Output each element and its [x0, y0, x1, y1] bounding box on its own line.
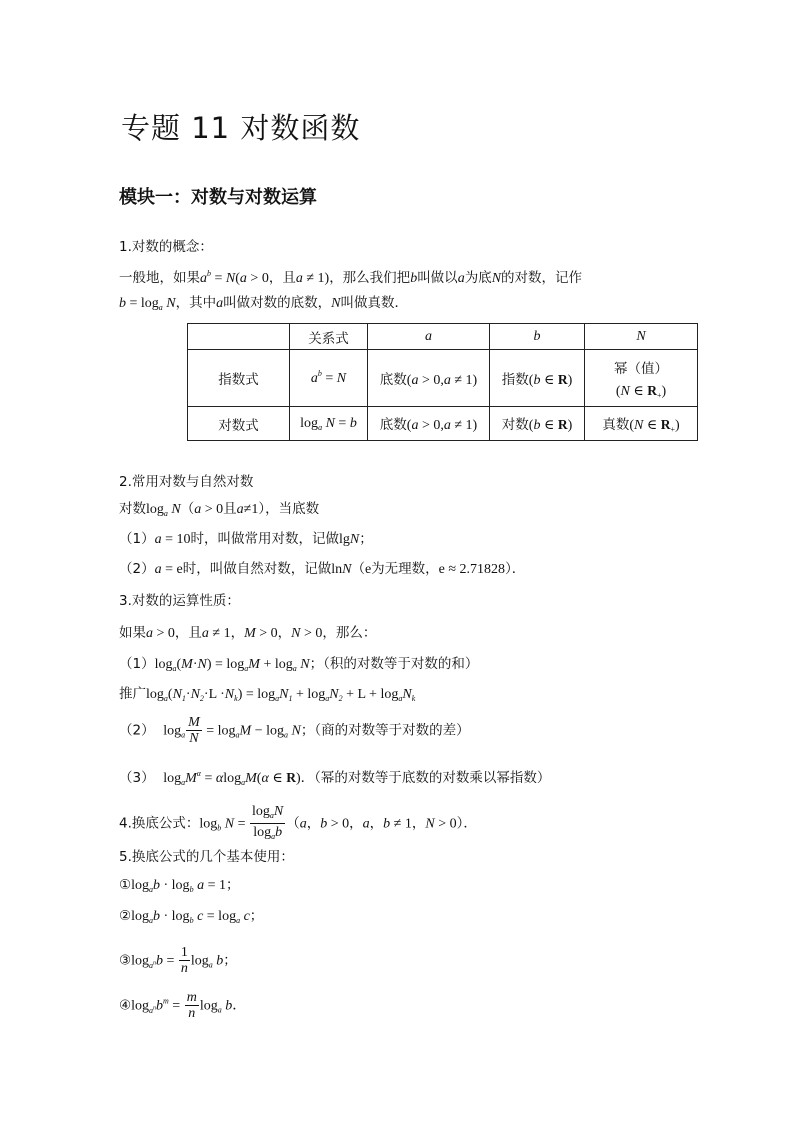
- section-3-condition: 如果a > 0，且a ≠ 1，M > 0，N > 0，那么：: [119, 625, 377, 641]
- log-exp-table: [187, 323, 698, 441]
- table-row2-b: 对数(b ∈ R): [490, 407, 585, 441]
- table-row1-N: 幂（值） (N ∈ $R_+$): [585, 350, 698, 407]
- section-1-paragraph-2: $b = \log_a N$，其中a叫做对数的底数，N叫做真数．: [119, 295, 408, 312]
- table-header-empty: [188, 324, 290, 350]
- table-row2-N: 真数(N ∈ $R_+$): [585, 407, 698, 441]
- table-row1-formula: $a^b = N$: [290, 350, 368, 407]
- table-row2-a: 底数(a > 0,a ≠ 1): [368, 407, 490, 441]
- table-row1-b: 指数(b ∈ R): [490, 350, 585, 407]
- table-row2-label: 对数式: [188, 407, 290, 441]
- section-5-heading: 5.换底公式的几个基本使用：: [119, 849, 294, 865]
- rule-1: $(1)\log_a(M\cdot N) = \log_aM + \log_a N$；（积的对数等于对数的和）: [119, 656, 479, 673]
- usage-1: $①\log_ab \cdot \log_b a = 1$；: [119, 877, 240, 894]
- table-header-relation: 关系式: [290, 324, 368, 350]
- module-title: 模块一：对数与对数运算: [119, 187, 317, 208]
- section-2-heading: 2.常用对数与自然对数: [119, 474, 254, 490]
- rule-1-generalization: 推广$\log_a(N_1\cdot N_2\cdot L \cdot N_k) = \log_aN_1 + \log_aN_2 + L + \log_aN_k$: [119, 686, 416, 703]
- page-title: 专题 11 对数函数: [121, 111, 361, 145]
- usage-4: $④\log_{a^n}b^m$ = $\frac{m}{n}$ $\log_a b$．: [119, 990, 247, 1021]
- table-header-a: a: [368, 324, 490, 350]
- rule-3: （3） $\log_aM^\alpha = \alpha\log_aM(\alpha$ ∈ R)．（幂的对数等于底数的对数乘以幂指数）: [119, 769, 551, 787]
- usage-3: $③\log_{a^n}b$ = $\frac{1}{n}$ $\log_a b$；: [119, 945, 237, 976]
- section-2-line-3: （2）a = e时，叫做自然对数，记做lnN（e为无理数，e ≈ 2.71828）．: [119, 561, 526, 577]
- usage-2: $②\log_ab \cdot \log_b c = \log_a c$；: [119, 908, 264, 925]
- section-2-line-2: （1）a = 10时，叫做常用对数，记做lgN；: [119, 531, 373, 547]
- table-row2-formula: $\log_a N = b$: [290, 407, 368, 441]
- section-4-change-of-base: 4.换底公式：$\log_b N$ = $\frac{\log_aN}{\log_ab}$ （a，b > 0，a，b ≠ 1，N > 0）．: [119, 804, 477, 841]
- table-row1-a: 底数(a > 0,a ≠ 1): [368, 350, 490, 407]
- section-1-paragraph-1: 一般地，如果$a^b = N(a > 0$，且a ≠ 1)，那么我们把b叫做以a为底N的对数，记作: [119, 269, 583, 286]
- table-header-b: b: [490, 324, 585, 350]
- table-header-N: N: [585, 324, 698, 350]
- rule-2: （2） $\log_a$ $\frac{M}{N}$ = $\log_aM - \log_a N$；（商的对数等于对数的差）: [119, 715, 470, 746]
- section-1-heading: 1.对数的概念：: [119, 239, 213, 255]
- table-row1-label: 指数式: [188, 350, 290, 407]
- section-2-line-1: 对数$\log_a N(a > 0$且a≠1），当底数: [119, 501, 320, 518]
- section-3-heading: 3.对数的运算性质：: [119, 593, 240, 609]
